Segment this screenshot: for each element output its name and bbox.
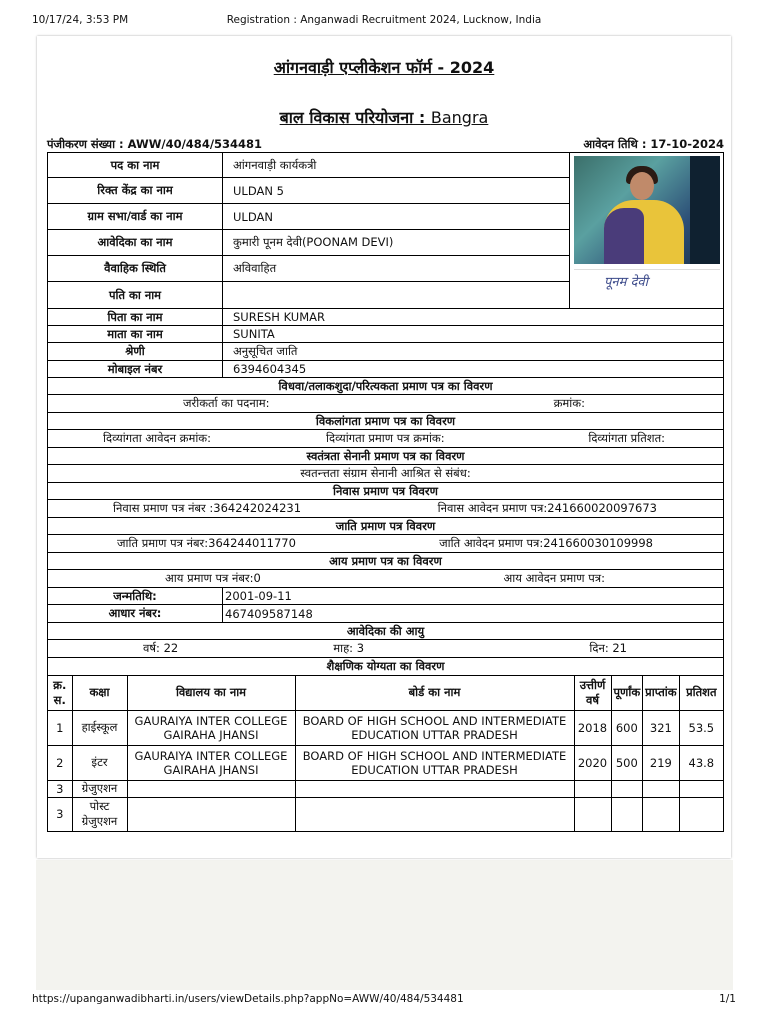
disability-app-no: दिव्यांगता आवेदन क्रमांक: bbox=[103, 431, 212, 445]
edu-cell: BOARD OF HIGH SCHOOL AND INTERMEDIATE EDUCATION UTTAR PRADESH bbox=[295, 710, 574, 745]
edu-cell: 321 bbox=[643, 710, 679, 745]
table-row bbox=[48, 710, 723, 745]
edu-cell: 1 bbox=[48, 710, 72, 745]
print-footer bbox=[32, 993, 736, 1007]
mother-label: माता का नाम bbox=[48, 326, 223, 342]
aadhar-value: 467409587148 bbox=[225, 606, 313, 621]
edu-cell bbox=[679, 797, 723, 831]
widow-details bbox=[48, 395, 723, 413]
village-label: ग्राम सभा/वार्ड का नाम bbox=[48, 204, 223, 229]
edu-cell bbox=[574, 780, 611, 797]
edu-header-year: उत्तीर्ण वर्ष bbox=[574, 676, 611, 710]
disability-percent: दिव्यांगता प्रतिशत: bbox=[588, 431, 665, 445]
edu-cell: 3 bbox=[48, 780, 72, 797]
age-years: वर्ष: 22 bbox=[143, 641, 179, 655]
edu-cell: 600 bbox=[611, 710, 643, 745]
marital-label: वैवाहिक स्थिति bbox=[48, 256, 223, 281]
village-value: ULDAN bbox=[233, 209, 273, 224]
mobile-value: 6394604345 bbox=[233, 362, 307, 376]
disability-heading: विकलांगता प्रमाण पत्र का विवरण bbox=[48, 413, 723, 430]
row-husband bbox=[48, 282, 569, 308]
applicant-label: आवेदिका का नाम bbox=[48, 230, 223, 255]
edu-header-school: विद्यालय का नाम bbox=[127, 676, 295, 710]
edu-cell bbox=[295, 780, 574, 797]
edu-header-obtained: प्राप्तांक bbox=[643, 676, 679, 710]
row-village bbox=[48, 204, 569, 230]
row-post bbox=[48, 153, 569, 178]
application-form-table bbox=[47, 152, 724, 832]
edu-header-board: बोर्ड का नाम bbox=[295, 676, 574, 710]
application-card bbox=[37, 36, 731, 858]
age-heading: आवेदिका की आयु bbox=[48, 623, 723, 640]
applicant-signature bbox=[574, 269, 720, 304]
residence-cert-no: निवास प्रमाण पत्र नंबर :364242024231 bbox=[113, 501, 302, 515]
print-header bbox=[32, 14, 736, 28]
mother-value: SUNITA bbox=[233, 327, 275, 341]
print-datetime: 10/17/24, 3:53 PM bbox=[32, 14, 129, 26]
row-center bbox=[48, 178, 569, 204]
mobile-label: मोबाइल नंबर bbox=[48, 361, 223, 377]
edu-header-class: कक्षा bbox=[72, 676, 127, 710]
row-category bbox=[48, 343, 723, 361]
edu-cell: BOARD OF HIGH SCHOOL AND INTERMEDIATE EDUCATION UTTAR PRADESH bbox=[295, 745, 574, 780]
husband-label: पति का नाम bbox=[48, 282, 223, 308]
print-page-number: 1/1 bbox=[719, 993, 736, 1005]
edu-cell: GAURAIYA INTER COLLEGE GAIRAHA JHANSI bbox=[127, 710, 295, 745]
freedom-relation: स्वतन्त्तता संग्राम सेनानी आश्रित से संबंध: bbox=[48, 465, 723, 483]
marital-value: अविवाहित bbox=[233, 261, 277, 275]
project-name: Bangra bbox=[430, 108, 489, 127]
education-heading: शैक्षणिक योग्यता का विवरण bbox=[48, 658, 723, 676]
category-value: अनुसूचित जाति bbox=[233, 344, 298, 358]
edu-cell: 219 bbox=[643, 745, 679, 780]
category-label: श्रेणी bbox=[48, 343, 223, 360]
caste-cert-no: जाति प्रमाण पत्र नंबर:364244011770 bbox=[117, 536, 296, 550]
residence-heading: निवास प्रमाण पत्र विवरण bbox=[48, 483, 723, 500]
dob-value: 2001-09-11 bbox=[225, 589, 292, 603]
father-value: SURESH KUMAR bbox=[233, 310, 326, 324]
table-row bbox=[48, 745, 723, 780]
residence-app-no: निवास आवेदन प्रमाण पत्र:241660020097673 bbox=[437, 501, 657, 515]
income-cert-no: आय प्रमाण पत्र नंबर:0 bbox=[165, 571, 261, 585]
edu-cell: 2 bbox=[48, 745, 72, 780]
edu-cell: हाईस्कूल bbox=[72, 710, 127, 745]
table-row bbox=[48, 797, 723, 831]
center-label: रिक्त केंद्र का नाम bbox=[48, 178, 223, 203]
edu-cell bbox=[611, 797, 643, 831]
edu-cell bbox=[574, 797, 611, 831]
widow-heading: विधवा/तलाकशुदा/परित्यकता प्रमाण पत्र का विवरण bbox=[48, 378, 723, 395]
edu-header-serial: क्र. स. bbox=[48, 676, 72, 710]
edu-header-percent: प्रतिशत bbox=[679, 676, 723, 710]
widow-issuer: जरीकर्ता का पदनाम: bbox=[183, 396, 270, 410]
edu-cell: 2020 bbox=[574, 745, 611, 780]
caste-heading: जाति प्रमाण पत्र विवरण bbox=[48, 518, 723, 535]
freedom-heading: स्वतंत्रता सेनानी प्रमाण पत्र का विवरण bbox=[48, 448, 723, 465]
row-mobile bbox=[48, 361, 723, 378]
edu-cell: 2018 bbox=[574, 710, 611, 745]
education-table bbox=[48, 676, 723, 831]
income-heading: आय प्रमाण पत्र का विवरण bbox=[48, 553, 723, 570]
husband-value bbox=[223, 282, 569, 308]
center-value: ULDAN 5 bbox=[233, 183, 284, 198]
edu-cell bbox=[295, 797, 574, 831]
post-label: पद का नाम bbox=[48, 153, 223, 177]
personal-details-block bbox=[48, 153, 723, 309]
page-background bbox=[36, 860, 733, 990]
photo-signature-cell bbox=[570, 153, 723, 308]
edu-cell: GAURAIYA INTER COLLEGE GAIRAHA JHANSI bbox=[127, 745, 295, 780]
print-title: Registration : Anganwadi Recruitment 2024, Lucknow, India bbox=[226, 14, 542, 26]
edu-cell: पोस्ट ग्रेजुएशन bbox=[72, 797, 127, 831]
edu-cell: 43.8 bbox=[679, 745, 723, 780]
project-label: बाल विकास परियोजना : bbox=[279, 108, 431, 127]
row-mother bbox=[48, 326, 723, 343]
edu-cell: 3 bbox=[48, 797, 72, 831]
applicant-photo bbox=[574, 156, 720, 264]
form-title: आंगनवाड़ी एप्लीकेशन फॉर्म - 2024 bbox=[273, 58, 495, 77]
edu-cell: 53.5 bbox=[679, 710, 723, 745]
project-heading bbox=[37, 106, 731, 128]
edu-cell bbox=[127, 780, 295, 797]
row-aadhar bbox=[48, 605, 723, 623]
age-details bbox=[48, 640, 723, 658]
age-months: माह: 3 bbox=[333, 641, 365, 655]
education-header-row bbox=[48, 676, 723, 710]
widow-serial: क्रमांक: bbox=[553, 396, 585, 410]
edu-cell bbox=[679, 780, 723, 797]
caste-details bbox=[48, 535, 723, 553]
post-value: आंगनवाड़ी कार्यकत्री bbox=[233, 157, 317, 172]
row-father bbox=[48, 309, 723, 326]
row-applicant bbox=[48, 230, 569, 256]
disability-details bbox=[48, 430, 723, 448]
edu-cell: ग्रेजुएशन bbox=[72, 780, 127, 797]
income-details bbox=[48, 570, 723, 588]
edu-cell bbox=[643, 780, 679, 797]
edu-cell: इंटर bbox=[72, 745, 127, 780]
applicant-value: कुमारी पूनम देवी(POONAM DEVI) bbox=[233, 235, 394, 249]
age-days: दिन: 21 bbox=[589, 641, 627, 655]
edu-header-total: पूर्णांक bbox=[611, 676, 643, 710]
registration-number: पंजीकरण संख्या : AWW/40/484/534481 bbox=[47, 137, 263, 151]
aadhar-label: आधार नंबर: bbox=[48, 605, 223, 622]
residence-details bbox=[48, 500, 723, 518]
income-app-no: आय आवेदन प्रमाण पत्र: bbox=[503, 571, 605, 585]
signature-text: पूनम देवी bbox=[604, 275, 649, 290]
row-dob bbox=[48, 588, 723, 605]
print-url: https://upanganwadibharti.in/users/viewDetails.php?appNo=AWW/40/484/534481 bbox=[32, 993, 464, 1005]
dob-label: जन्मतिथि: bbox=[48, 588, 223, 604]
edu-cell bbox=[127, 797, 295, 831]
edu-cell bbox=[643, 797, 679, 831]
table-row bbox=[48, 780, 723, 797]
edu-cell bbox=[611, 780, 643, 797]
caste-app-no: जाति आवेदन प्रमाण पत्र:241660030109998 bbox=[439, 536, 653, 550]
edu-cell: 500 bbox=[611, 745, 643, 780]
row-marital bbox=[48, 256, 569, 282]
disability-cert-no: दिव्यांगता प्रमाण पत्र क्रमांक: bbox=[326, 431, 445, 445]
father-label: पिता का नाम bbox=[48, 309, 223, 325]
registration-row bbox=[47, 137, 724, 151]
application-date: आवेदन तिथि : 17-10-2024 bbox=[583, 137, 724, 151]
